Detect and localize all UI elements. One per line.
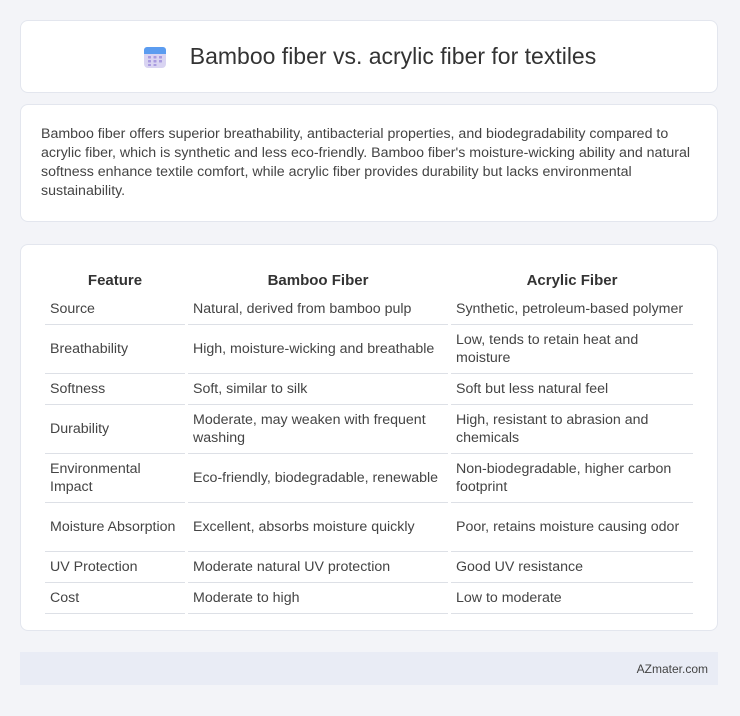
table-row [45,294,693,325]
feature-cell: Softness [45,374,185,405]
table-row [45,583,693,614]
table-header-row [45,265,693,294]
calendar-icon [142,44,168,70]
comparison-table [42,265,696,614]
acrylic-cell: High, resistant to abrasion and chemicals [451,405,693,454]
comparison-table-card [20,244,718,631]
table-row [45,503,693,552]
acrylic-cell: Good UV resistance [451,552,693,583]
acrylic-cell: Soft but less natural feel [451,374,693,405]
feature-cell: Durability [45,405,185,454]
bamboo-cell: Moderate, may weaken with frequent washing [188,405,448,454]
acrylic-cell: Poor, retains moisture causing odor [451,503,693,552]
table-row [45,374,693,405]
feature-cell: Breathability [45,325,185,374]
header-bamboo-fiber: Bamboo Fiber [267,271,369,289]
bamboo-cell: Soft, similar to silk [188,374,448,405]
table-row [45,405,693,454]
feature-cell: Source [45,294,185,325]
feature-cell: Moisture Absorption [45,503,185,552]
title-wrap [142,43,596,70]
intro-text: Bamboo fiber offers superior breathability, antibacterial properties, and biodegradability compared to acrylic fiber, which is synthetic and less eco-friendly. Bamboo fiber's moisture-wicking ability and natural softness enhance textile comfort, while acrylic fiber provides durability but lacks environmental sustainability. [41,126,691,199]
title-card [20,20,718,93]
footer [20,652,718,685]
bamboo-cell: Natural, derived from bamboo pulp [188,294,448,325]
intro-card [20,104,718,222]
table-row [45,454,693,503]
acrylic-cell: Low, tends to retain heat and moisture [451,325,693,374]
header-feature: Feature [87,271,143,289]
bamboo-cell: High, moisture-wicking and breathable [188,325,448,374]
bamboo-cell: Moderate to high [188,583,448,614]
table-row [45,325,693,374]
footer-site-name: AZmater.com [636,661,708,676]
bamboo-cell: Excellent, absorbs moisture quickly [188,503,448,552]
feature-cell: Cost [45,583,185,614]
table-row [45,552,693,583]
acrylic-cell: Low to moderate [451,583,693,614]
header-acrylic-fiber: Acrylic Fiber [526,271,618,289]
bamboo-cell: Moderate natural UV protection [188,552,448,583]
feature-cell: Environmental Impact [45,454,185,503]
acrylic-cell: Non-biodegradable, higher carbon footprint [451,454,693,503]
bamboo-cell: Eco-friendly, biodegradable, renewable [188,454,448,503]
page-title: Bamboo fiber vs. acrylic fiber for textiles [189,43,597,69]
feature-cell: UV Protection [45,552,185,583]
acrylic-cell: Synthetic, petroleum-based polymer [451,294,693,325]
